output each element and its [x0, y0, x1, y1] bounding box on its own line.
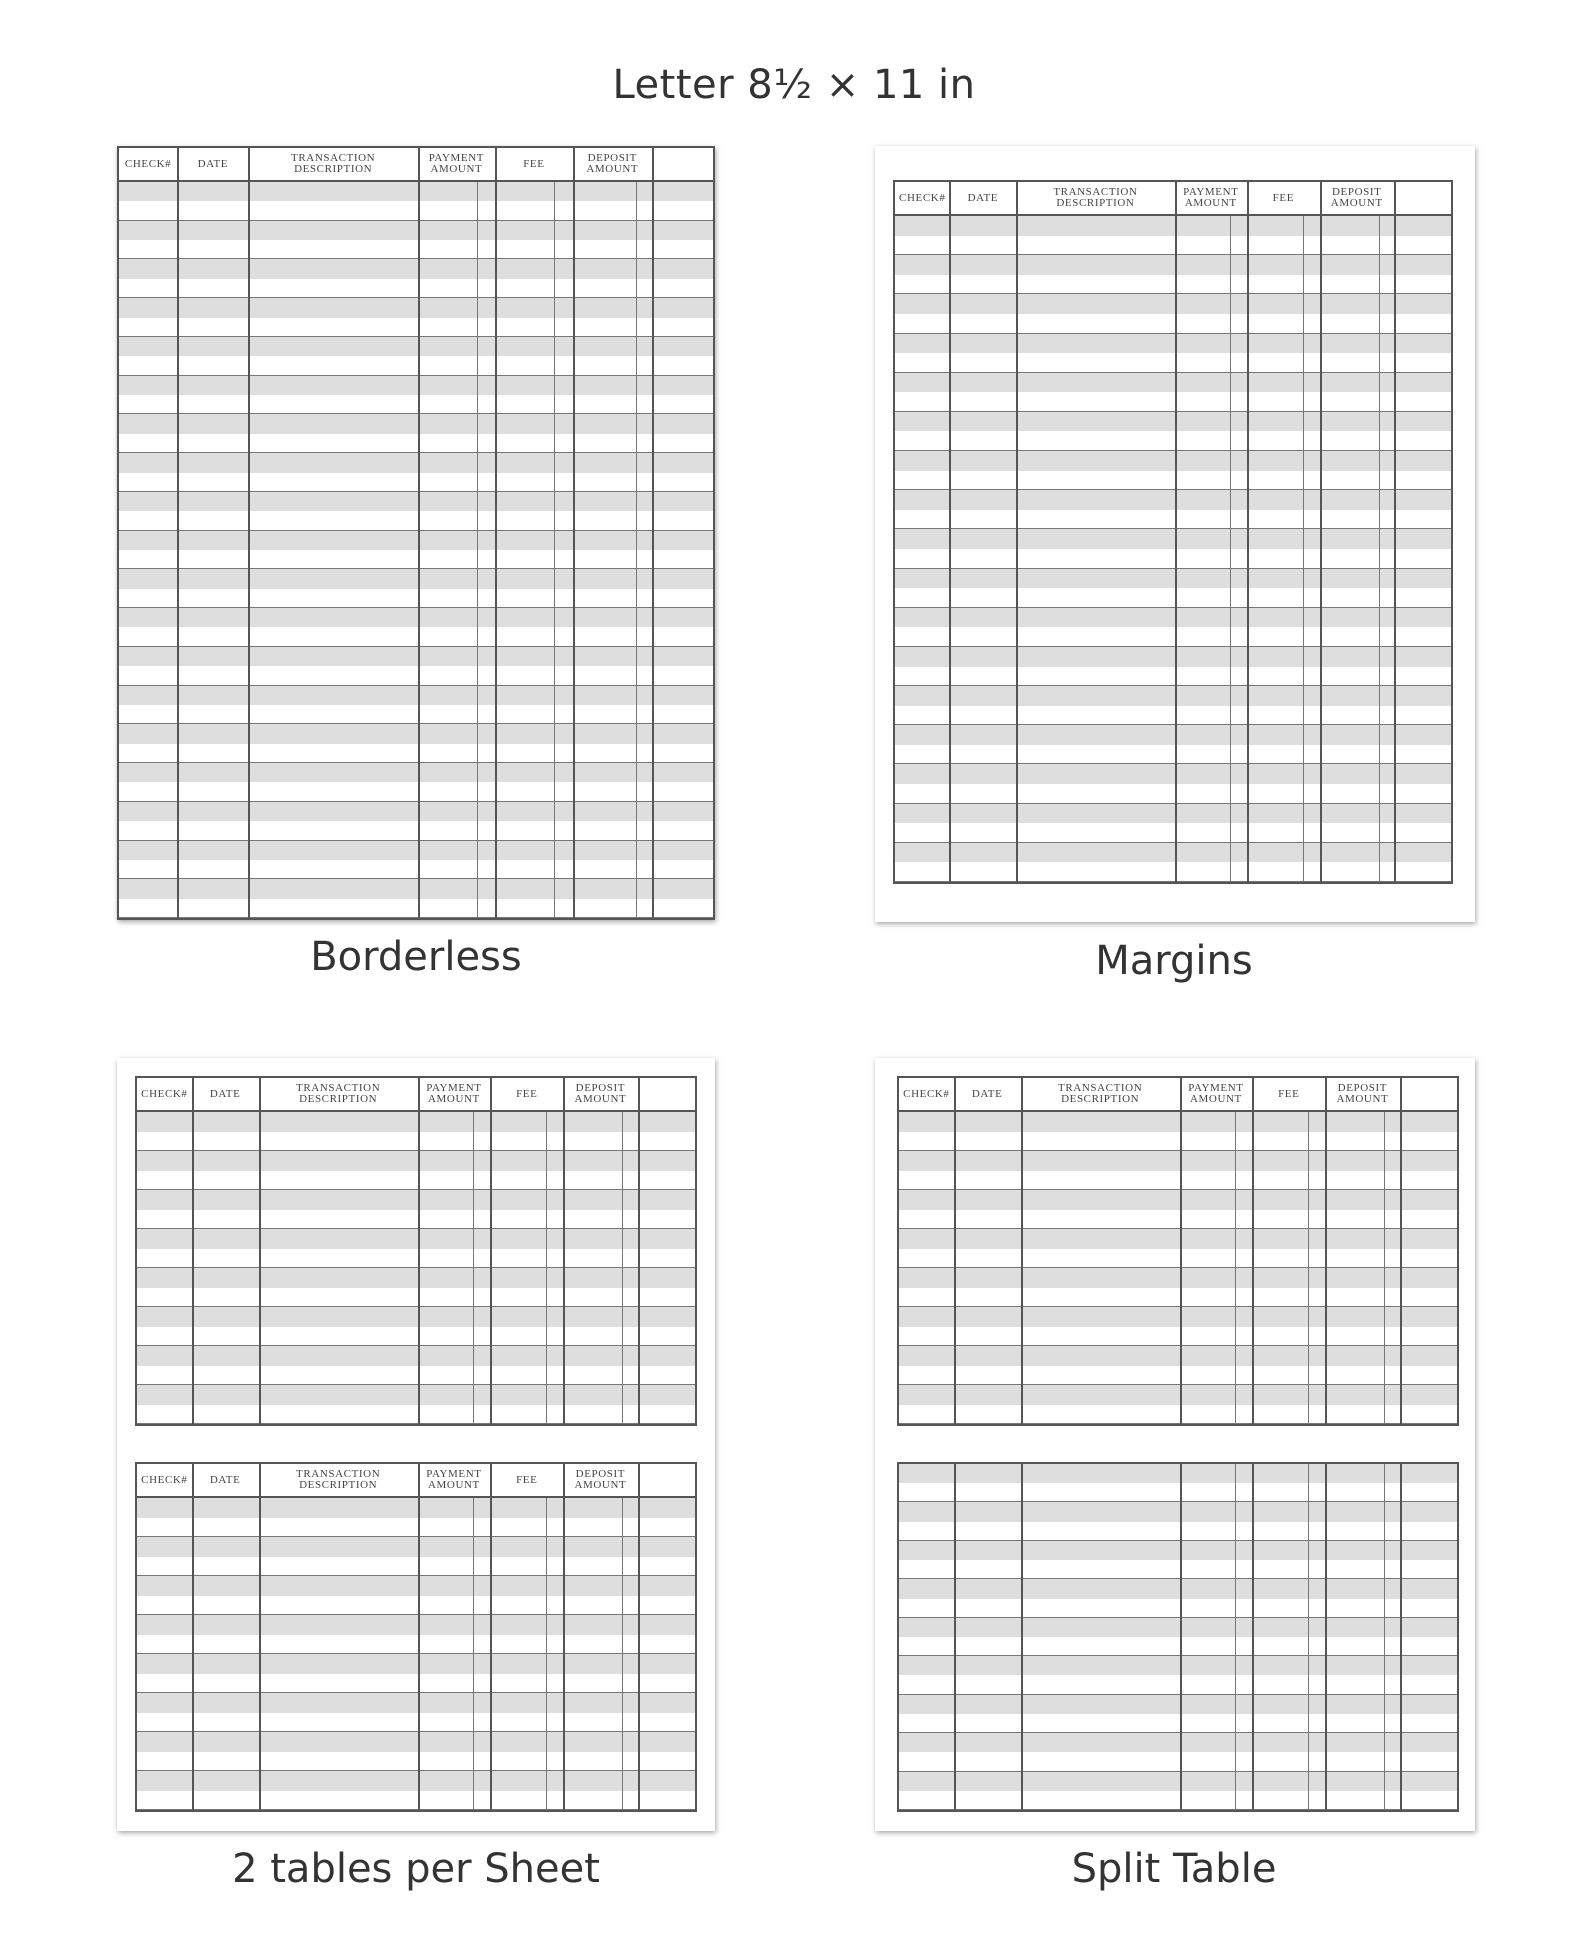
column-divider	[1400, 1078, 1402, 1424]
table-row	[895, 431, 1451, 451]
table-row	[119, 201, 713, 220]
ledger-table	[117, 146, 715, 920]
column-header: FEE	[523, 157, 545, 170]
header-divider	[490, 1464, 492, 1496]
table-row	[899, 1229, 1457, 1249]
header-divider	[1175, 182, 1177, 214]
header-divider	[954, 1078, 956, 1110]
sheet-margins	[875, 146, 1475, 922]
column-divider	[1384, 1112, 1385, 1424]
table-row	[137, 1498, 695, 1518]
column-divider	[490, 1078, 492, 1424]
column-header: PAYMENT AMOUNT	[426, 1082, 482, 1105]
table-row	[137, 1654, 695, 1674]
table-row	[899, 1618, 1457, 1637]
column-divider	[1235, 1112, 1236, 1424]
table-row	[899, 1464, 1457, 1483]
table-row	[119, 356, 713, 375]
table-row	[895, 353, 1451, 373]
table-row	[899, 1695, 1457, 1714]
table-row	[895, 843, 1451, 863]
layout-caption: Margins	[1095, 938, 1253, 984]
column-divider	[652, 148, 654, 918]
table-row	[899, 1249, 1457, 1269]
column-divider	[954, 1078, 956, 1424]
table-row	[895, 255, 1451, 275]
header-divider	[259, 1464, 261, 1496]
table-row	[119, 414, 713, 433]
column-header: DEPOSIT AMOUNT	[586, 152, 639, 175]
table-row	[137, 1771, 695, 1791]
table-row	[899, 1560, 1457, 1579]
column-divider	[1320, 182, 1322, 882]
column-header: DEPOSIT AMOUNT	[574, 1468, 627, 1491]
table-row	[119, 240, 713, 259]
ledger-table	[893, 180, 1453, 884]
table-row	[137, 1596, 695, 1616]
table-row	[895, 862, 1451, 882]
table-row	[137, 1635, 695, 1655]
table-row	[895, 451, 1451, 471]
column-header: CHECK#	[124, 157, 172, 170]
column-header: PAYMENT AMOUNT	[1183, 186, 1239, 209]
table-row	[899, 1327, 1457, 1347]
table-row	[137, 1346, 695, 1366]
column-divider	[259, 1078, 261, 1424]
ledger-table-continued	[897, 1462, 1459, 1812]
table-row	[137, 1132, 695, 1152]
table-row	[895, 784, 1451, 804]
table-row	[899, 1366, 1457, 1386]
table-row	[895, 216, 1451, 236]
header-divider	[1252, 1078, 1254, 1110]
column-divider	[192, 1078, 194, 1424]
table-row	[137, 1732, 695, 1752]
column-divider	[473, 1498, 474, 1810]
table-row	[119, 337, 713, 356]
header-divider	[1247, 182, 1249, 214]
table-row	[899, 1733, 1457, 1752]
table-row	[895, 392, 1451, 412]
header-divider	[573, 148, 575, 180]
table-row	[899, 1579, 1457, 1598]
table-row	[137, 1112, 695, 1132]
table-row	[119, 782, 713, 801]
table-row	[119, 473, 713, 492]
table-row	[137, 1288, 695, 1308]
table-row	[895, 706, 1451, 726]
header-divider	[418, 1464, 420, 1496]
header-divider	[418, 148, 420, 180]
table-row	[895, 529, 1451, 549]
column-divider	[1021, 1464, 1023, 1810]
table-row	[119, 705, 713, 724]
table-row	[137, 1327, 695, 1347]
table-row	[119, 802, 713, 821]
column-header: FEE	[1272, 191, 1295, 204]
table-row	[119, 763, 713, 782]
header-divider	[1325, 1078, 1327, 1110]
table-row	[895, 588, 1451, 608]
column-divider	[1230, 216, 1231, 882]
header-divider	[490, 1078, 492, 1110]
header-divider	[495, 148, 497, 180]
ledger-table-top	[897, 1076, 1459, 1426]
table-row	[899, 1502, 1457, 1521]
table-row	[899, 1656, 1457, 1675]
column-divider	[1394, 182, 1396, 882]
column-divider	[1252, 1078, 1254, 1424]
header-divider	[418, 1078, 420, 1110]
column-header: CHECK#	[141, 1473, 188, 1486]
table-row	[895, 627, 1451, 647]
column-header: PAYMENT AMOUNT	[426, 1468, 482, 1491]
column-divider	[622, 1112, 623, 1424]
column-header: TRANSACTION DESCRIPTION	[296, 1082, 381, 1105]
column-header: TRANSACTION DESCRIPTION	[291, 152, 376, 175]
table-row	[895, 373, 1451, 393]
table-row	[895, 236, 1451, 256]
table-row	[119, 395, 713, 414]
table-row	[895, 608, 1451, 628]
column-header: CHECK#	[903, 1087, 950, 1100]
table-row	[899, 1346, 1457, 1366]
table-row	[137, 1693, 695, 1713]
table-header	[137, 1078, 695, 1112]
column-divider	[1308, 1112, 1309, 1424]
column-divider	[1180, 1078, 1182, 1424]
table-row	[137, 1229, 695, 1249]
header-divider	[638, 1078, 640, 1110]
column-divider	[248, 148, 250, 918]
column-header: DATE	[209, 1473, 241, 1486]
table-header	[899, 1078, 1457, 1112]
table-row	[899, 1714, 1457, 1733]
table-row	[119, 724, 713, 743]
header-divider	[1180, 1078, 1182, 1110]
column-header: DATE	[971, 1087, 1003, 1100]
table-row	[119, 318, 713, 337]
layout-caption: Split Table	[1071, 1846, 1277, 1892]
ledger-table-top	[135, 1076, 697, 1426]
table-row	[895, 804, 1451, 824]
table-row	[119, 492, 713, 511]
table-row	[119, 686, 713, 705]
table-row	[899, 1637, 1457, 1656]
column-divider	[1252, 1464, 1254, 1810]
table-row	[119, 453, 713, 472]
table-row	[119, 841, 713, 860]
table-row	[899, 1752, 1457, 1771]
header-divider	[563, 1464, 565, 1496]
table-row	[899, 1483, 1457, 1502]
column-divider	[1400, 1464, 1402, 1810]
column-divider	[418, 1078, 420, 1424]
table-row	[137, 1190, 695, 1210]
column-divider	[1308, 1464, 1309, 1810]
header-divider	[1320, 182, 1322, 214]
header-divider	[248, 148, 250, 180]
column-divider	[1175, 182, 1177, 882]
table-row	[137, 1268, 695, 1288]
column-header: DATE	[209, 1087, 241, 1100]
table-row	[137, 1405, 695, 1425]
table-row	[895, 334, 1451, 354]
table-row	[119, 279, 713, 298]
header-divider	[177, 148, 179, 180]
table-row	[119, 608, 713, 627]
table-row	[137, 1210, 695, 1230]
table-row	[119, 221, 713, 240]
table-row	[895, 471, 1451, 491]
header-divider	[259, 1078, 261, 1110]
column-divider	[259, 1464, 261, 1810]
header-divider	[1021, 1078, 1023, 1110]
table-row	[895, 569, 1451, 589]
table-row	[895, 667, 1451, 687]
table-row	[895, 686, 1451, 706]
table-header	[137, 1464, 695, 1498]
column-header: CHECK#	[899, 191, 946, 204]
column-divider	[563, 1078, 565, 1424]
table-row	[137, 1385, 695, 1405]
table-row	[899, 1112, 1457, 1132]
table-row	[119, 376, 713, 395]
column-divider	[1235, 1464, 1236, 1810]
table-row	[895, 745, 1451, 765]
layout-caption: Borderless	[310, 934, 522, 980]
table-row	[899, 1171, 1457, 1191]
table-row	[895, 764, 1451, 784]
column-divider	[1379, 216, 1380, 882]
column-divider	[1303, 216, 1304, 882]
table-row	[899, 1210, 1457, 1230]
column-divider	[418, 1464, 420, 1810]
column-divider	[490, 1464, 492, 1810]
table-row	[895, 510, 1451, 530]
table-row	[119, 860, 713, 879]
table-row	[895, 294, 1451, 314]
column-header: DATE	[967, 191, 999, 204]
table-row	[899, 1522, 1457, 1541]
column-divider	[638, 1078, 640, 1424]
table-row	[137, 1171, 695, 1191]
column-divider	[192, 1464, 194, 1810]
table-row	[137, 1576, 695, 1596]
table-row	[119, 511, 713, 530]
header-divider	[638, 1464, 640, 1496]
table-row	[119, 434, 713, 453]
page-title: Letter 8½ × 11 in	[612, 62, 976, 108]
column-divider	[546, 1112, 547, 1424]
column-divider	[954, 1464, 956, 1810]
column-divider	[546, 1498, 547, 1810]
column-header: DEPOSIT AMOUNT	[1330, 186, 1383, 209]
column-divider	[177, 148, 179, 918]
column-divider	[563, 1464, 565, 1810]
table-row	[137, 1307, 695, 1327]
column-divider	[638, 1464, 640, 1810]
table-row	[119, 899, 713, 918]
table-row	[899, 1675, 1457, 1694]
column-divider	[949, 182, 951, 882]
table-row	[895, 412, 1451, 432]
header-divider	[192, 1464, 194, 1496]
table-header	[119, 148, 713, 182]
table-row	[119, 550, 713, 569]
table-row	[899, 1791, 1457, 1810]
table-row	[899, 1385, 1457, 1405]
column-header: CHECK#	[141, 1087, 188, 1100]
column-header: DEPOSIT AMOUNT	[574, 1082, 627, 1105]
column-divider	[477, 182, 478, 918]
table-row	[137, 1366, 695, 1386]
table-row	[899, 1307, 1457, 1327]
column-header: FEE	[516, 1087, 538, 1100]
column-header: DATE	[197, 157, 229, 170]
table-row	[137, 1518, 695, 1538]
table-row	[137, 1615, 695, 1635]
column-divider	[1247, 182, 1249, 882]
table-row	[119, 569, 713, 588]
table-row	[119, 298, 713, 317]
table-row	[137, 1557, 695, 1577]
sheet-two-tables	[117, 1058, 715, 1831]
table-row	[137, 1752, 695, 1772]
header-divider	[563, 1078, 565, 1110]
column-header: PAYMENT AMOUNT	[1188, 1082, 1244, 1105]
table-row	[895, 314, 1451, 334]
column-divider	[1016, 182, 1018, 882]
table-row	[119, 589, 713, 608]
table-row	[119, 879, 713, 898]
table-header	[895, 182, 1451, 216]
column-divider	[1325, 1078, 1327, 1424]
table-row	[899, 1268, 1457, 1288]
table-row	[899, 1541, 1457, 1560]
table-row	[119, 182, 713, 201]
column-header: TRANSACTION DESCRIPTION	[1053, 186, 1138, 209]
table-row	[119, 259, 713, 278]
column-header: FEE	[1278, 1087, 1300, 1100]
table-row	[137, 1151, 695, 1171]
table-row	[137, 1713, 695, 1733]
table-row	[895, 275, 1451, 295]
table-row	[899, 1190, 1457, 1210]
table-row	[119, 531, 713, 550]
table-row	[899, 1288, 1457, 1308]
table-row	[119, 647, 713, 666]
table-row	[137, 1249, 695, 1269]
header-divider	[1016, 182, 1018, 214]
table-row	[895, 823, 1451, 843]
ledger-table-bottom	[135, 1462, 697, 1812]
table-row	[895, 490, 1451, 510]
table-row	[119, 821, 713, 840]
column-divider	[636, 182, 637, 918]
column-header: FEE	[516, 1473, 538, 1486]
column-divider	[495, 148, 497, 918]
sheet-borderless	[117, 146, 715, 920]
column-divider	[1180, 1464, 1182, 1810]
header-divider	[192, 1078, 194, 1110]
table-row	[137, 1537, 695, 1557]
column-divider	[573, 148, 575, 918]
column-header: DEPOSIT AMOUNT	[1336, 1082, 1389, 1105]
header-divider	[949, 182, 951, 214]
table-row	[137, 1791, 695, 1811]
header-divider	[1394, 182, 1396, 214]
table-row	[899, 1132, 1457, 1152]
column-header: TRANSACTION DESCRIPTION	[296, 1468, 381, 1491]
table-row	[137, 1674, 695, 1694]
column-divider	[622, 1498, 623, 1810]
column-divider	[1384, 1464, 1385, 1810]
table-row	[119, 666, 713, 685]
table-row	[119, 744, 713, 763]
table-row	[895, 647, 1451, 667]
column-divider	[554, 182, 555, 918]
layout-caption: 2 tables per Sheet	[232, 1846, 600, 1892]
sheet-split	[875, 1058, 1475, 1831]
table-row	[899, 1151, 1457, 1171]
table-row	[895, 549, 1451, 569]
column-divider	[1325, 1464, 1327, 1810]
table-row	[899, 1772, 1457, 1791]
table-row	[119, 627, 713, 646]
table-row	[895, 725, 1451, 745]
column-divider	[418, 148, 420, 918]
header-divider	[652, 148, 654, 180]
column-header: PAYMENT AMOUNT	[428, 152, 485, 175]
header-divider	[1400, 1078, 1402, 1110]
table-row	[899, 1599, 1457, 1618]
column-divider	[1021, 1078, 1023, 1424]
table-row	[899, 1405, 1457, 1425]
column-header: TRANSACTION DESCRIPTION	[1058, 1082, 1143, 1105]
column-divider	[473, 1112, 474, 1424]
